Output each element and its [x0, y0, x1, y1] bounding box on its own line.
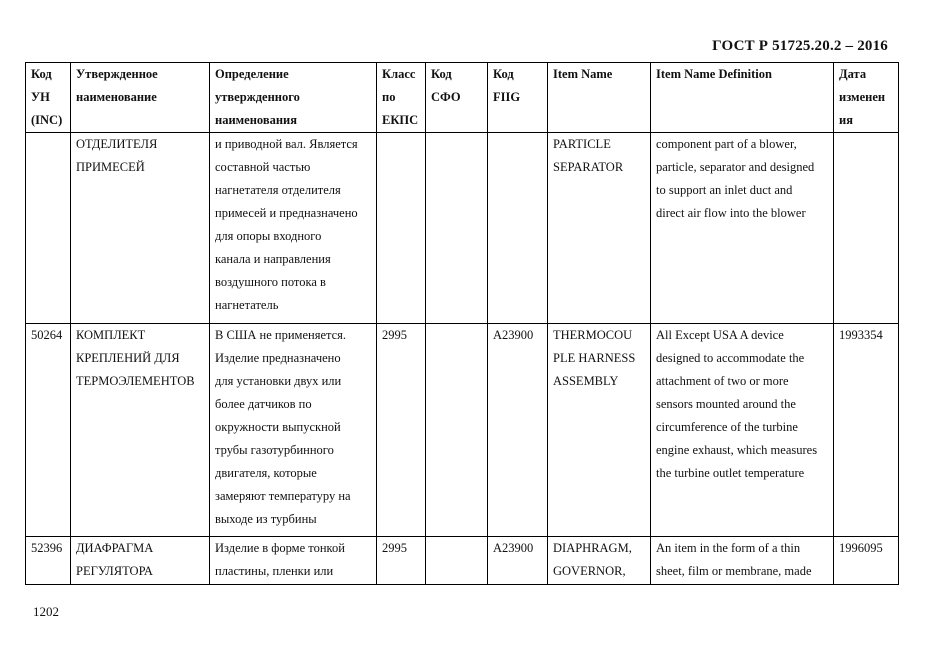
cell-item-name: DIAPHRAGM, GOVERNOR,	[548, 537, 651, 585]
cell-inc: 52396	[26, 537, 71, 585]
cell-approved-name: КОМПЛЕКТ КРЕПЛЕНИЙ ДЛЯ ТЕРМОЭЛЕМЕНТОВ	[71, 324, 210, 537]
cell-approved-name: ДИАФРАГМА РЕГУЛЯТОРА	[71, 537, 210, 585]
table-row	[26, 537, 899, 585]
catalog-table	[25, 62, 899, 585]
header-fiig: Код FIIG	[488, 63, 548, 133]
cell-change-date	[834, 133, 899, 324]
table-row	[26, 133, 899, 324]
cell-item-name-definition: An item in the form of a thin sheet, film or membrane, made	[651, 537, 834, 585]
cell-approved-name: ОТДЕЛИТЕЛЯ ПРИМЕСЕЙ	[71, 133, 210, 324]
header-definition: Определение утвержденного наименования	[210, 63, 377, 133]
cell-fiig: A23900	[488, 324, 548, 537]
cell-change-date: 1996095	[834, 537, 899, 585]
header-row	[26, 63, 899, 133]
cell-definition: В США не применяется. Изделие предназначено для установки двух или более датчиков по окружности выпускной трубы газотурбинного двигателя, которые замеряют температуру на выходе из турбины	[210, 324, 377, 537]
header-inc: Код УН (INC)	[26, 63, 71, 133]
table-row	[26, 324, 899, 537]
cell-sfo	[426, 537, 488, 585]
cell-fiig: A23900	[488, 537, 548, 585]
header-class: Класс по ЕКПС	[377, 63, 426, 133]
cell-inc	[26, 133, 71, 324]
cell-item-name-definition: component part of a blower, particle, separator and designed to support an inlet duct and direct air flow into the blower	[651, 133, 834, 324]
cell-sfo	[426, 133, 488, 324]
cell-change-date: 1993354	[834, 324, 899, 537]
cell-item-name: PARTICLE SEPARATOR	[548, 133, 651, 324]
header-change-date: Дата изменен ия	[834, 63, 899, 133]
cell-item-name: THERMOCOU PLE HARNESS ASSEMBLY	[548, 324, 651, 537]
cell-class: 2995	[377, 324, 426, 537]
document-standard-header: ГОСТ Р 51725.20.2 – 2016	[712, 38, 888, 54]
cell-class: 2995	[377, 537, 426, 585]
header-item-name-definition: Item Name Definition	[651, 63, 834, 133]
cell-definition: Изделие в форме тонкой пластины, пленки или	[210, 537, 377, 585]
page-number: 1202	[33, 604, 59, 619]
header-item-name: Item Name	[548, 63, 651, 133]
cell-fiig	[488, 133, 548, 324]
header-approved-name: Утвержденное наименование	[71, 63, 210, 133]
header-sfo: Код СФО	[426, 63, 488, 133]
cell-inc: 50264	[26, 324, 71, 537]
cell-item-name-definition: All Except USA A device designed to accommodate the attachment of two or more sensors mounted around the circumference of the turbine engine exhaust, which measures the turbine outlet temperature	[651, 324, 834, 537]
cell-class	[377, 133, 426, 324]
cell-sfo	[426, 324, 488, 537]
cell-definition: и приводной вал. Является составной частью нагнетателя отделителя примесей и предназначено для опоры входного канала и направления воздушного потока в нагнетатель	[210, 133, 377, 324]
